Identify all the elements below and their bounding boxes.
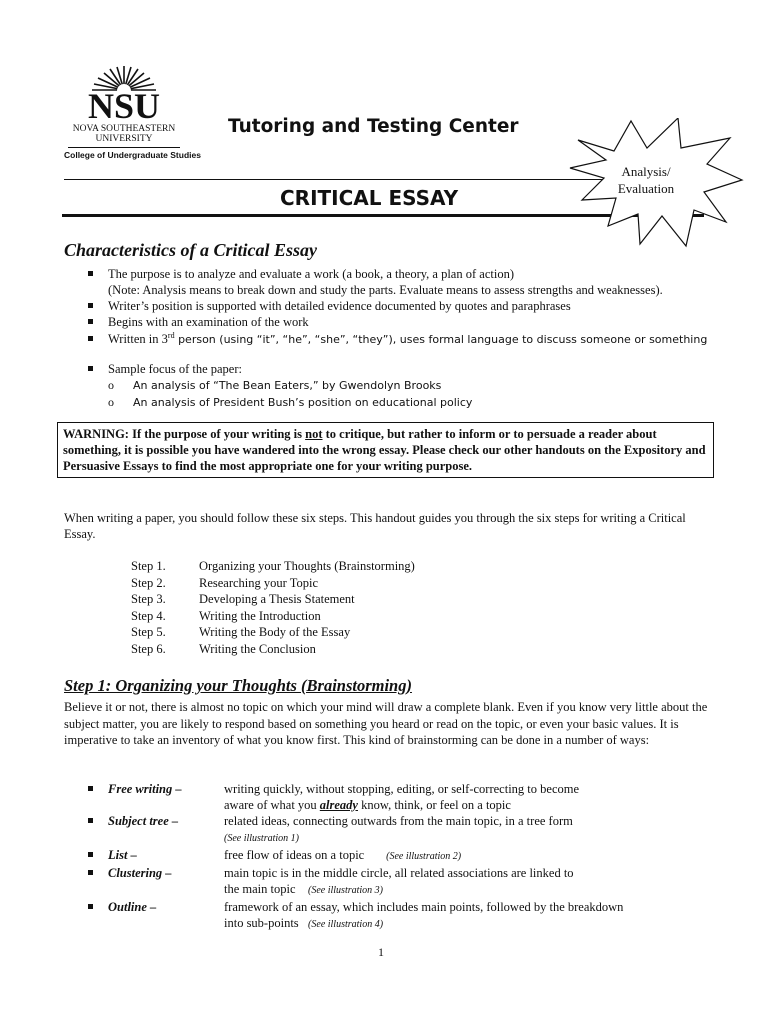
list-item: Written in 3rd person (using “it”, “he”, “she”, “they”), uses formal language to discuss someone or something: [88, 331, 728, 348]
center-title: Tutoring and Testing Center: [228, 116, 519, 137]
list-item-note: (Note: Analysis means to break down and study the parts. Evaluate means to assess strengths and weaknesses).: [108, 283, 663, 297]
starburst-text: [600, 163, 692, 197]
step-row: Step 3. Developing a Thesis Statement: [131, 592, 355, 606]
badge-line2: Evaluation: [617, 181, 675, 196]
warning-emphasis: not: [305, 427, 323, 441]
bullet-icon: [88, 271, 93, 276]
page-number: 1: [378, 945, 384, 959]
bullet-icon: [88, 852, 93, 857]
illustration-ref: (See illustration 1): [224, 833, 299, 844]
illustration-ref: (See illustration 2): [386, 851, 462, 862]
method-item: [88, 813, 728, 847]
method-definition: framework of an essay, which includes main points, followed by the breakdown into sub-points (See illustration 4): [224, 900, 624, 930]
circle-bullet-icon: o: [108, 378, 114, 392]
bullet-icon: [88, 303, 93, 308]
method-definition: main topic is in the middle circle, all related associations are linked to the main topic (See illustration 3): [224, 866, 574, 896]
list-item: Begins with an examination of the work: [88, 314, 728, 330]
circle-bullet-icon: o: [108, 395, 114, 409]
logo-name-line1: NOVA SOUTHEASTERN: [72, 124, 176, 134]
method-item: [88, 847, 728, 865]
step-row: Step 5. Writing the Body of the Essay: [131, 625, 351, 639]
brainstorm-methods-list: [88, 781, 728, 933]
method-item: [88, 899, 728, 933]
logo-college: College of Undergraduate Studies: [64, 150, 201, 160]
characteristics-list: [88, 266, 728, 348]
method-definition: related ideas, connecting outwards from the main topic, in a tree form (See illustration 1): [224, 814, 573, 844]
bullet-icon: [88, 870, 93, 875]
method-definition: free flow of ideas on a topic (See illustration 2): [224, 848, 462, 862]
step1-paragraph: Believe it or not, there is almost no topic on which your mind will draw a complete blank. Even if you know very little about the subject matter, you are likely to respond based on something you heard or read on the topic, or even your basic values. It is imperative to take an inventory of what you know first. This kind of brainstorming can be done in a number of ways:: [64, 700, 708, 747]
characteristics-heading: Characteristics of a Critical Essay: [64, 240, 318, 260]
illustration-ref: (See illustration 3): [308, 885, 384, 896]
sub-list-item: o An analysis of “The Bean Eaters,” by Gwendolyn Brooks: [108, 378, 442, 392]
list-item: The purpose is to analyze and evaluate a work (a book, a theory, a plan of action): [88, 266, 728, 282]
nsu-logo: [64, 64, 201, 168]
bullet-icon: [88, 904, 93, 909]
logo-name-line2: UNIVERSITY: [95, 134, 153, 144]
bullet-icon: [88, 336, 93, 341]
method-term: Subject tree –: [108, 814, 179, 828]
step-row: Step 4. Writing the Introduction: [131, 608, 321, 623]
step-row: Step 6. Writing the Conclusion: [131, 641, 316, 656]
method-term: Outline –: [108, 900, 157, 914]
method-term: List –: [108, 848, 137, 862]
bullet-icon: [88, 818, 93, 823]
list-item: Writer’s position is supported with detailed evidence documented by quotes and paraphrases: [88, 298, 728, 314]
bullet-icon: [88, 319, 93, 324]
step-row: Step 1. Organizing your Thoughts (Brainstorming): [131, 559, 415, 573]
sample-focus-list: [88, 361, 728, 411]
intro-paragraph: When writing a paper, you should follow these six steps. This handout guides you through the six steps for writing a Critical Essay.: [64, 511, 686, 541]
list-item: Sample focus of the paper:: [88, 361, 728, 377]
step-row: Step 2. Researching your Topic: [131, 575, 319, 590]
step1-heading: Step 1: Organizing your Thoughts (Brainstorming): [64, 676, 412, 695]
bullet-icon: [88, 786, 93, 791]
method-definition: writing quickly, without stopping, editing, or self-correcting to become aware of what you already know, think, or feel on a topic: [224, 782, 580, 812]
sub-list-item: o An analysis of President Bush’s position on educational policy: [108, 395, 473, 409]
method-item: [88, 865, 728, 899]
warning-box: WARNING: If the purpose of your writing is not to critique, but rather to inform or to persuade a reader about something, it is possible you have wandered into the wrong essay. Please check our other handouts on the Expository and Persuasive Essays to find the most appropriate one for your writing purpose.: [57, 422, 714, 478]
steps-list: [131, 558, 415, 657]
method-term: Free writing –: [108, 782, 182, 796]
method-term: Clustering –: [108, 866, 172, 880]
bullet-icon: [88, 366, 93, 371]
document-title: CRITICAL ESSAY: [280, 186, 459, 210]
logo-university-name: [64, 124, 184, 144]
method-item: [88, 781, 728, 813]
illustration-ref: (See illustration 4): [308, 919, 384, 930]
badge-line1: Analysis/: [621, 164, 671, 179]
logo-acronym: NSU: [87, 86, 161, 126]
logo-divider: [68, 147, 180, 148]
